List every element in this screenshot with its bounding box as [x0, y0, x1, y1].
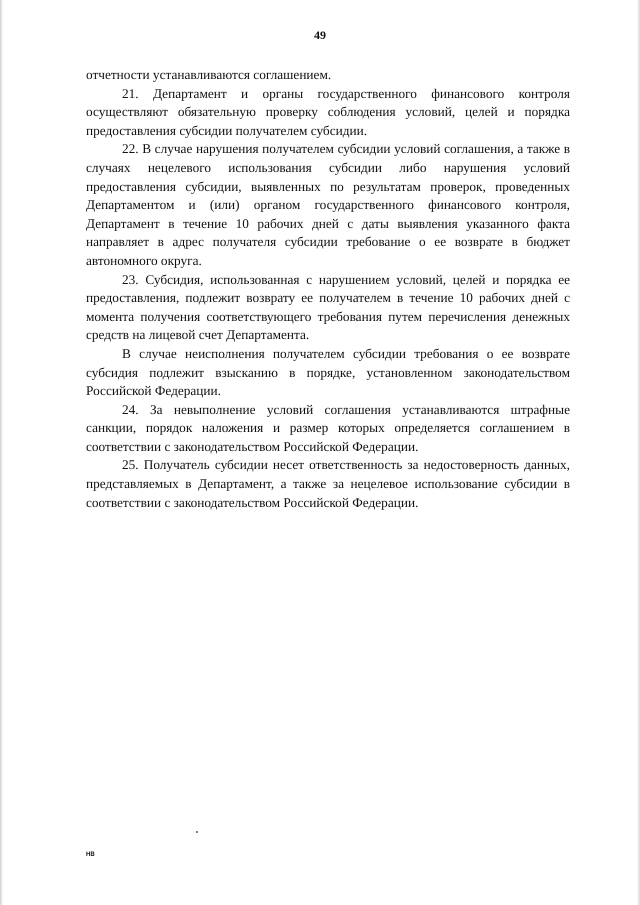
paragraph-24: 24. За невыполнение условий соглашения устанавливаются штрафные санкции, порядок наложения и размер которых определяется соглашением в соответствии с законодательством Российской Федерации.: [86, 401, 570, 454]
paragraph-continuation: отчетности устанавливаются соглашением.: [86, 67, 332, 82]
paragraph-21: 21. Департамент и органы государственного финансового контроля осуществляют обязательную проверку соблюдения условий, целей и порядка предоставления субсидии получателем субсидии.: [86, 85, 570, 138]
paragraph-23: 23. Субсидия, использованная с нарушением условий, целей и порядка ее предоставления, подлежит возврату ее получателем в течение 10 рабочих дней с момента получения соответствующего требования путем перечисления денежных средств на лицевой счет Департамента.: [86, 271, 570, 343]
footer-initials: НВ: [86, 852, 95, 858]
paragraph-23-recovery: В случае неисполнения получателем субсидии требования о ее возврате субсидия подлежит взысканию в порядке, установленном законодательством Российской Федерации.: [86, 345, 570, 399]
page-number: 49: [314, 28, 326, 42]
scan-edge-left: [0, 0, 3, 905]
document-body: [86, 66, 570, 512]
scan-speck: [196, 831, 198, 833]
paragraph-25: 25. Получатель субсидии несет ответственность за недостоверность данных, представляемых в Департамент, а также за нецелевое использование субсидии в соответствии с законодательством Российской Федерации.: [86, 457, 570, 510]
paragraph-22: 22. В случае нарушения получателем субсидии условий соглашения, а также в случаях нецелевого использования субсидии либо нарушения условий предоставления субсидии, выявленных по результатам проверок, проведенных Департаментом и (или) органом государственного финансового контроля, Департамент в течение 10 рабочих дней с даты выявления указанного факта направляет в адрес получателя субсидии требование о ее возврате в бюджет автономного округа.: [86, 141, 570, 268]
